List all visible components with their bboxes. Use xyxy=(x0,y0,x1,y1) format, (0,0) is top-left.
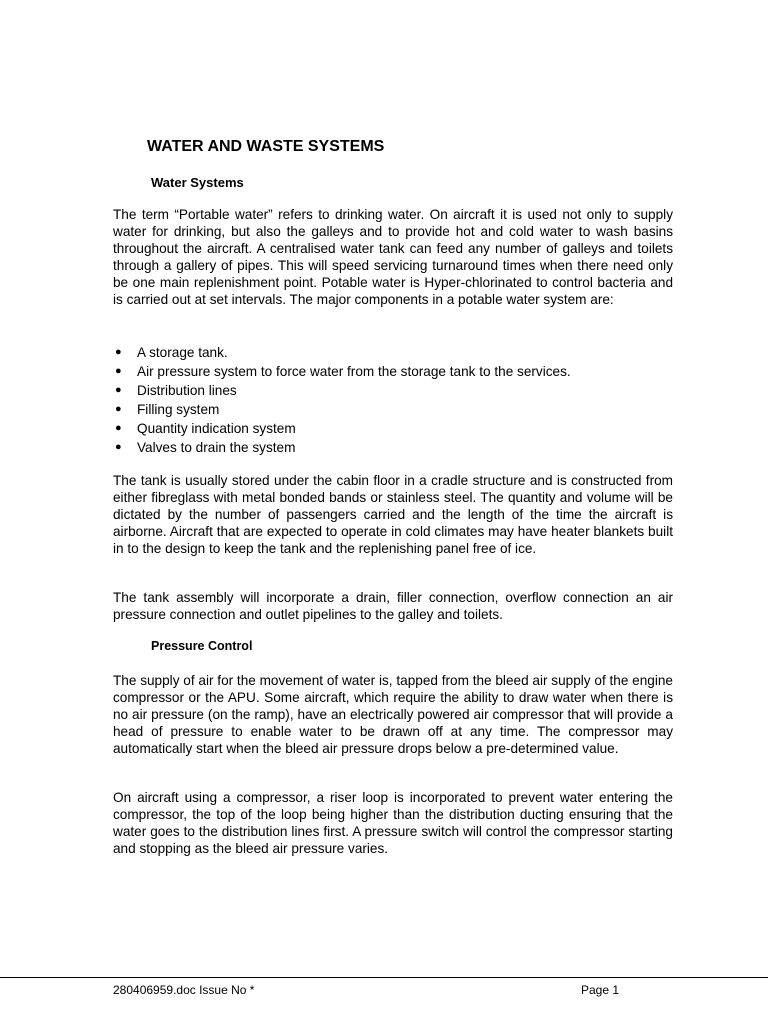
list-item-text: A storage tank. xyxy=(137,345,228,360)
list-item-text: Filling system xyxy=(137,402,220,417)
component-list xyxy=(113,343,673,457)
list-item xyxy=(113,381,673,400)
document-title: WATER AND WASTE SYSTEMS xyxy=(147,138,385,155)
bullet-icon: ● xyxy=(115,422,122,434)
list-item-text: Valves to drain the system xyxy=(137,440,296,455)
bullet-icon: ● xyxy=(115,403,122,415)
footer-doc-info: 280406959.doc Issue No * xyxy=(113,983,255,997)
list-item xyxy=(113,438,673,457)
paragraph-intro: The term “Portable water” refers to drinking water. On aircraft it is used not only to supply water for drinking, but also the galleys and to provide hot and cold water to wash basins throughout the aircraft. A centralised water tank can feed any number of galleys and toilets through a gallery of pipes. This will speed servicing turnaround times when there need only be one main replenishment point. Potable water is Hyper-chlorinated to control bacteria and is carried out at set intervals. The major components in a potable water system are: xyxy=(113,207,673,307)
section-heading-pressure-control: Pressure Control xyxy=(151,639,253,653)
bullet-icon: ● xyxy=(115,365,122,377)
paragraph-tank-assembly: The tank assembly will incorporate a drain, filler connection, overflow connection an air pressure connection and outlet pipelines to the galley and toilets. xyxy=(113,590,673,622)
list-item-text: Distribution lines xyxy=(137,383,237,398)
list-item-text: Air pressure system to force water from the storage tank to the services. xyxy=(137,364,571,379)
paragraph-riser-loop: On aircraft using a compressor, a riser loop is incorporated to prevent water entering the compressor, the top of the loop being higher than the distribution ducting ensuring that the water goes to the distribution lines first. A pressure switch will control the compressor starting and stopping as the bleed air pressure varies. xyxy=(113,790,673,856)
paragraph-air-supply: The supply of air for the movement of water is, tapped from the bleed air supply of the engine compressor or the APU. Some aircraft, which require the ability to draw water when there is no air pressure (on the ramp), have an electrically powered air compressor that will provide a head of pressure to enable water to be drawn off at any time. The compressor may automatically start when the bleed air pressure drops below a pre-determined value. xyxy=(113,673,673,756)
bullet-icon: ● xyxy=(115,346,122,358)
bullet-icon: ● xyxy=(115,384,122,396)
list-item xyxy=(113,400,673,419)
paragraph-tank: The tank is usually stored under the cabin floor in a cradle structure and is constructed from either fibreglass with metal bonded bands or stainless steel. The quantity and volume will be dictated by the number of passengers carried and the length of the time the aircraft is airborne. Aircraft that are expected to operate in cold climates may have heater blankets built in to the design to keep the tank and the replenishing panel free of ice. xyxy=(113,473,673,556)
footer-divider xyxy=(0,977,768,978)
list-item xyxy=(113,362,673,381)
bullet-icon: ● xyxy=(115,441,122,453)
list-item-text: Quantity indication system xyxy=(137,421,296,436)
footer-page-number: Page 1 xyxy=(581,983,620,997)
list-item xyxy=(113,419,673,438)
list-item xyxy=(113,343,673,362)
section-subtitle: Water Systems xyxy=(151,175,244,190)
